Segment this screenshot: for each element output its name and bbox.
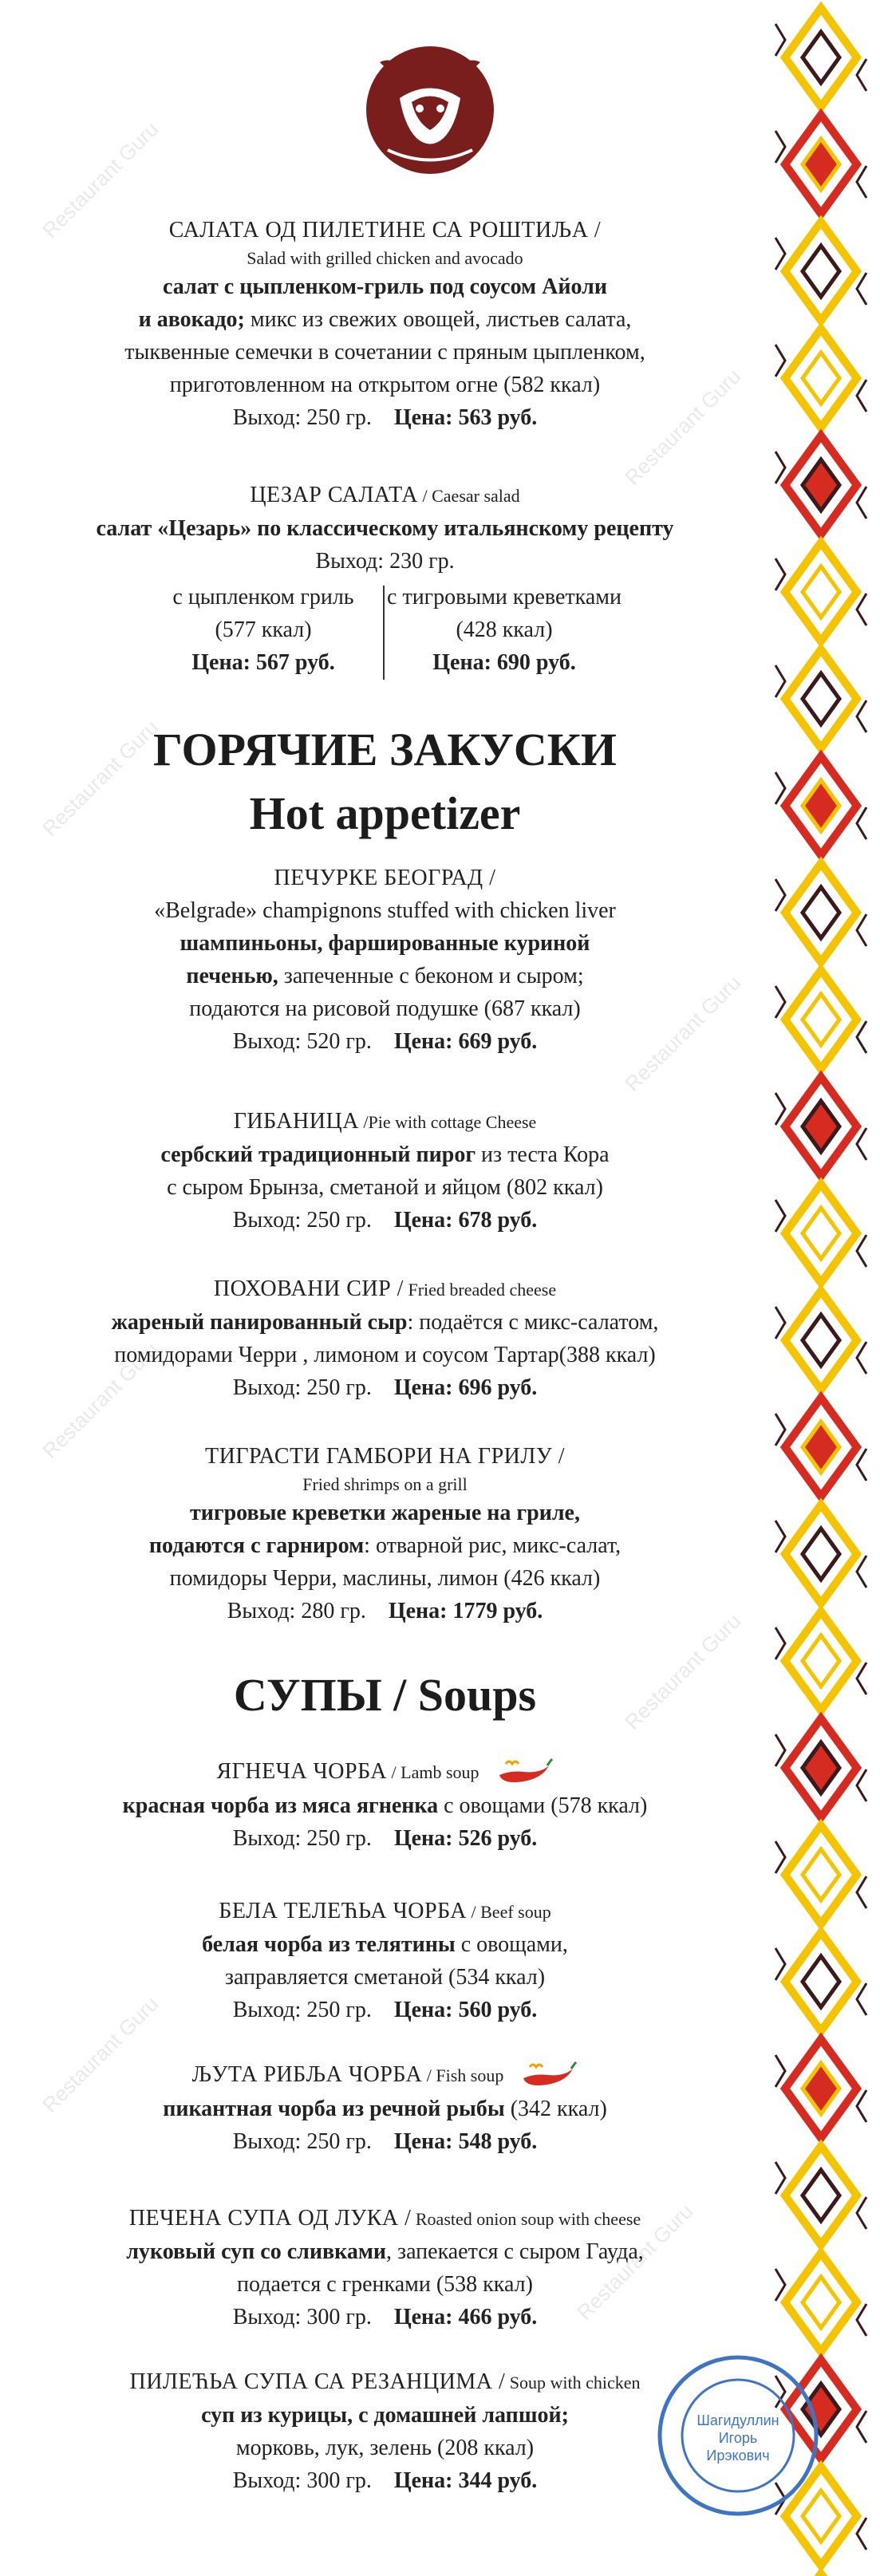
item-description-bold: тигровые креветки жареные на гриле, [189,1501,580,1525]
ornament-inner-diamond [803,139,839,190]
ornament-inner-diamond [803,1101,839,1152]
item-title: ЦЕЗАР САЛАТА [250,483,418,507]
item-description-bold: салат с цыпленком-гриль под соусом Айоли [163,274,607,299]
ornament-diamond [785,8,857,107]
item-description-bold: жареный панированный сыр [111,1310,408,1335]
menu-item-lamb-soup [0,1755,770,1855]
item-weight: Выход: 250 гр. [232,1208,372,1233]
menu-item-gibanica [0,1105,770,1237]
item-price: Цена: 466 руб. [393,2305,538,2329]
item-description-bold: печенью, [186,964,278,988]
item-english-name: Roasted onion soup with cheese [411,2209,641,2229]
item-title: ПЕЧУРКЕ БЕОГРАД / [274,866,496,890]
ornament-inner-diamond [803,1529,839,1580]
item-description-text: микс из свежих овощей, листьев салата, [244,307,632,332]
item-english-name: / Beef soup [467,1902,551,1922]
item-description-text: с овощами (578 ккал) [438,1793,648,1818]
item-description [0,1789,770,1822]
ornament-diamond [785,863,857,962]
item-weight: Выход: 280 гр. [227,1599,366,1623]
item-description-text: : отварной рис, микс-салат, [364,1533,622,1558]
item-description-bold: луковый суп со сливками [126,2239,387,2264]
item-title: ЉУТА РИБЉА ЧОРБА [191,2062,423,2087]
item-description: подаются на рисовой подушке (687 ккал) [189,996,581,1021]
watermark-text: Restaurant Guru [37,116,164,243]
ornament-diamond [785,1932,857,2031]
stamp-line-2: Игорь [718,2430,758,2446]
ornament-diamond [785,542,857,641]
variant-price: Цена: 567 руб. [191,650,335,675]
ornament-inner-diamond [803,2170,839,2221]
ornament-diamond [785,222,857,321]
item-weight-price [0,401,770,434]
item-weight-price [0,2301,770,2333]
item-description [0,303,770,336]
ornament-diamond [785,649,857,748]
item-description-bold: салат «Цезарь» по классическому итальянскому рецепту [96,516,674,541]
item-description: заправляется сметаной (534 ккал) [224,1965,546,1990]
item-description: тыквенные семечки в сочетании с пряным цыпленком, [124,340,645,365]
item-description [0,1928,770,1961]
menu-item-fried-cheese [0,1272,770,1404]
item-description-text: запеченные с беконом и сыром; [278,964,584,988]
watermark-text: Restaurant Guru [620,364,746,490]
ornament-diamond [785,1505,857,1604]
item-english-name: / Lamb soup [387,1762,479,1782]
item-title: ПЕЧЕНА СУПА ОД ЛУКА / [128,2206,412,2231]
item-weight: Выход: 250 гр. [232,1825,372,1851]
item-weight: Выход: 250 гр. [232,405,372,430]
section-heading-hot-ru: ГОРЯЧИЕ ЗАКУСКИ [153,724,617,775]
item-price: Цена: 1779 руб. [388,1599,543,1623]
item-weight-price [0,1204,770,1237]
item-weight-price [0,1822,770,1855]
variant-price: Цена: 690 руб. [432,650,576,675]
ornament-inner-diamond [803,353,839,404]
item-description [0,1138,770,1171]
section-heading-hot-en: Hot appetizer [249,787,521,839]
item-weight-price [0,1371,770,1404]
item-english-name: Fried breaded cheese [403,1280,557,1300]
ornament-inner-diamond [803,887,839,938]
item-title: БЕЛА ТЕЛЕЋЬА ЧОРБА [219,1899,468,1923]
item-weight: Выход: 300 гр. [232,2305,372,2329]
ornament-inner-diamond [803,1208,839,1259]
item-description-bold: подаются с гарниром [148,1533,365,1558]
item-description-text: из теста Кора [476,1142,610,1167]
ornament-inner-diamond [803,780,839,831]
watermark-text: Restaurant Guru [37,1991,164,2117]
item-title-line [0,2058,770,2093]
item-title: ПОХОВАНИ СИР / [213,1276,404,1301]
variant-name: с цыпленком гриль [172,585,354,609]
item-description: с сыром Брынза, сметаной и яйцом (802 ккал) [167,1175,603,1200]
item-title: ТИГРАСТИ ГАМБОРИ НА ГРИЛУ / [205,1444,565,1469]
item-price: Цена: 560 руб. [393,1998,538,2022]
item-title-line [0,1105,770,1138]
ornament-diamond [785,2146,857,2245]
ornament-diamond [785,970,857,1069]
item-price: Цена: 678 руб. [393,1208,538,1233]
watermark-text: Restaurant Guru [37,1337,164,1463]
item-english-name: «Belgrade» champignons stuffed with chicken liver [154,898,616,923]
ornament-inner-diamond [803,32,839,83]
item-description-bold: суп из курицы, с домашней лапшой; [201,2403,569,2428]
item-price: Цена: 696 руб. [393,1375,538,1400]
chili-pepper-icon [495,1757,554,1789]
menu-item-caesar-salad [0,479,770,578]
ornament-inner-diamond [803,246,839,297]
item-weight-price [0,1994,770,2026]
ornament-inner-diamond [803,1635,839,1686]
official-stamp [654,2352,822,2519]
item-description: подается с гренками (538 ккал) [237,2272,533,2297]
ornament-inner-diamond [803,1315,839,1366]
item-description [0,1529,770,1562]
variant-kcal: (577 ккал) [215,617,312,642]
variant-name: с тигровыми креветками [387,585,622,609]
item-description-text: , запекается с сыром Гауда, [386,2239,644,2264]
ornament-inner-diamond [803,566,839,617]
ornament-inner-diamond [803,673,839,724]
watermark-text: Restaurant Guru [620,1608,746,1734]
item-description: морковь, лук, зелень (208 ккал) [235,2436,535,2460]
item-title: ЯГНЕЧА ЧОРБА [216,1759,388,1784]
item-description [0,1306,770,1339]
item-weight-price [0,2125,770,2158]
item-price: Цена: 526 руб. [393,1825,538,1851]
ornament-diamond [785,1825,857,1924]
ornament-inner-diamond [803,2277,839,2328]
ornament-inner-diamond [803,1849,839,1900]
item-english-name: Salad with grilled chicken and avocado [247,248,523,268]
ornament-diamond [785,329,857,428]
item-english-name: Soup with chicken [505,2373,641,2393]
watermark-text: Restaurant Guru [37,715,164,841]
item-title: САЛАТА ОД ПИЛЕТИНЕ СА РОШТИЉА / [168,218,602,243]
menu-item-beef-soup [0,1895,770,2026]
item-weight: Выход: 250 гр. [232,2128,372,2154]
ornament-inner-diamond [803,994,839,1045]
bull-logo [356,30,504,179]
ornament-diamond [785,1184,857,1283]
item-title-line [0,2202,770,2235]
variant-kcal: (428 ккал) [456,617,553,642]
item-english-name: /Pie with cottage Cheese [358,1112,537,1132]
item-english-name: / Caesar salad [418,486,520,506]
item-english-name: / Fish soup [422,2065,504,2085]
menu-item-grilled-shrimps [0,1440,770,1627]
item-description-text: с овощами, [455,1932,568,1957]
item-title: ПИЛЕЋЬА СУПА СА РЕЗАНЦИМА / [129,2369,506,2394]
item-weight: Выход: 300 гр. [232,2468,372,2493]
item-description [0,960,770,992]
item-weight: Выход: 520 гр. [232,1029,372,1054]
section-heading-soups: СУПЫ / Soups [233,1669,537,1721]
item-title-line [0,479,770,512]
ornament-diamond [785,2253,857,2352]
ornament-border [774,0,868,2576]
item-price: Цена: 344 руб. [393,2468,538,2493]
item-description-bold: пикантная чорба из речной рыбы [163,2096,505,2121]
watermark-text: Restaurant Guru [620,970,746,1096]
ornament-inner-diamond [803,1742,839,1793]
ornament-inner-diamond [803,1956,839,2007]
ornament-diamond [785,1611,857,1710]
item-price: Цена: 669 руб. [393,1029,538,1054]
item-weight: Выход: 250 гр. [232,1375,372,1400]
ornament-inner-diamond [803,2063,839,2114]
item-description: приготовленном на открытом огне (582 ккал) [169,373,601,397]
item-description: помидоры Черри, маслины, лимон (426 ккал) [169,1566,601,1591]
item-description-bold: белая чорба из телятины [202,1932,456,1957]
caesar-variant-shrimp [385,581,624,679]
item-description-bold: сербский традиционный пирог [160,1142,476,1167]
item-weight: Выход: 230 гр. [315,549,455,574]
item-description-bold: шампиньоны, фаршированные куриной [180,931,590,956]
item-weight: Выход: 250 гр. [232,1998,372,2022]
menu-item-grilled-chicken-salad [0,214,770,434]
caesar-variant-chicken [144,581,383,679]
item-description: помидорами Черри , лимоном и соусом Тартар(388 ккал) [114,1343,656,1367]
item-title-line [0,1895,770,1928]
item-weight-price [0,1595,770,1627]
item-description-text: (342 ккал) [504,2096,607,2121]
item-title-line [0,1755,770,1789]
menu-item-belgrade-champignons [0,862,770,1058]
item-description [0,2093,770,2125]
stamp-line-1: Шагидуллин [697,2412,779,2428]
watermark-text: Restaurant Guru [572,2199,698,2325]
item-price: Цена: 563 руб. [393,405,538,430]
menu-item-onion-soup [0,2202,770,2333]
item-description-bold: красная чорба из мяса ягненка [122,1793,439,1818]
item-title: ГИБАНИЦА [233,1109,359,1134]
ornament-inner-diamond [803,460,839,511]
chili-pepper-icon [519,2061,578,2093]
item-description-bold: и авокадо; [138,307,245,332]
item-price: Цена: 548 руб. [393,2128,538,2154]
item-title-line [0,1272,770,1306]
ornament-inner-diamond [803,1422,839,1473]
caesar-variants [144,581,622,684]
ornament-diamond [785,1291,857,1390]
item-description [0,2235,770,2268]
menu-item-fish-soup [0,2058,770,2158]
stamp-line-3: Ирэкович [706,2448,770,2464]
item-description-text: : подаётся с микс-салатом, [407,1310,659,1335]
item-english-name: Fried shrimps on a grill [302,1474,468,1494]
item-weight-price [0,1025,770,1058]
